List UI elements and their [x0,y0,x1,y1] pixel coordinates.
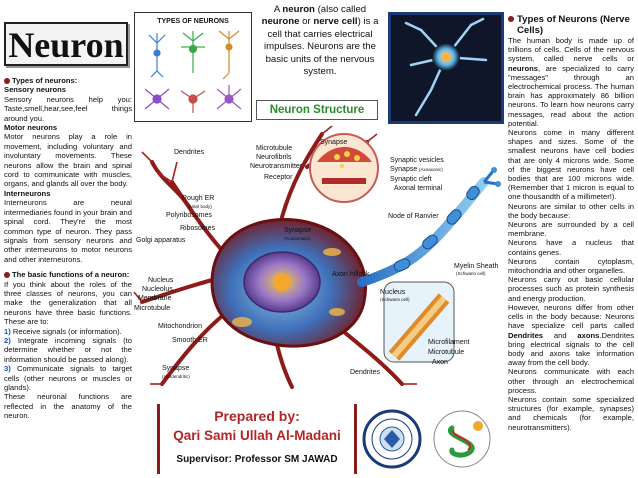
functions-text: If you think about the roles of the three classes of neurons, you can make the generalization that all neurons have three basic functions. These are to: [4,279,132,327]
right-paragraph: Neurons are similar to other cells in the body because: [508,201,634,220]
label-dendrites-top: Dendrites [174,149,204,156]
label-smooth-er: Smooth ER [172,337,208,344]
right-paragraph: Neurons communicate with each other through an electrochemical process. [508,367,634,395]
label-microtubule-right: Microtubule [428,349,465,356]
inter-text: Interneurons are neural intermediaries found in your brain and spinal cord. They're the most common type of neuron. They pass signals from sensory neurons and other interneurons to motor neurons and other interneurons. [4,198,132,264]
label-membrane: Membrane [138,295,172,302]
right-paragraph: Neurons come in many different shapes and sizes. Some of the smallest neurons have cell bodies that are only 4 microns wide. Some of the biggest neurons have cell bodies that are 100 microns wide. (Remember that 1 micron is equal to one thousandth of a millimeter!). [508,128,634,202]
sensory-text: Sensory neurons help you: Taste,smell,hear,see,feel things around you. [4,94,132,123]
label-node-ranvier: Node of Ranvier [388,213,439,220]
label-rough-er: Rough ER [182,195,215,202]
footer [157,404,357,474]
label-golgi: Golgi apparatus [136,237,186,244]
left-column [4,76,132,421]
motor-heading: Motor neurons [4,123,58,133]
label-nucleolus: Nucleolus [142,286,173,293]
department-logo-icon [434,411,490,467]
label-nissl: (Nissl body) [188,204,212,209]
functions-heading [4,270,132,279]
title-box [4,22,128,66]
types-of-neurons-figure [134,12,252,122]
label-nucleus-left: Nucleus [148,277,174,284]
label-synaptic-vesicles: Synaptic vesicles [390,157,444,164]
neuron-photo-illustration [391,15,501,121]
function-item: 2) Integrate incoming signals (to determine whether or not the information should be passed along). [4,335,132,364]
label-microfilament: Microfilament [428,339,470,346]
neuron-structure-label: Neuron Structure [256,100,378,120]
motor-text: Motor neurons play a role in movement, including voluntary and involuntary movements. These neurons allow the brain and spinal cord to communicate with muscles, organs, and glands all over the body. [4,132,132,189]
label-axon: Axon [432,359,448,366]
label-axosomatic-sub: (Axosomatic) [284,236,311,241]
right-paragraph: Neurons contain cytoplasm, mitochondria and other organelles. [508,256,634,276]
right-paragraph: Neurons have a nucleus that contains genes. [508,238,634,257]
neuron-definition: A neuron (also called neurone or nerve cell) is a cell that carries electrical impulses. Neurons are the basic units of the nervous system. [261,4,379,78]
label-myelin: Myelin Sheath [454,263,499,270]
prepared-by: Prepared by: [214,408,300,424]
bullet-icon [508,16,514,22]
sensory-heading: Sensory neurons [4,85,67,95]
right-paragraph: Neurons are surrounded by a cell membrane. [508,220,634,239]
bullet-icon [4,78,10,84]
bullet-icon [4,272,10,278]
label-microtubule-left: Microtubule [134,305,171,312]
neuron-types-illustration [135,13,251,121]
label-neurofibrils: Neurofibrils [256,154,292,161]
label-synaptic-cleft: Synaptic cleft [390,176,432,183]
right-paragraph: Neurons contain some specialized structures (for example, synapses) and chemicals (for example, neurotransmitters). [508,394,634,432]
right-paragraph: The human body is made up of trillions of cells. Cells of the nervous system, called nerve cells or neurons, are specialized to carry "messages" through an electrochemical process. The human brain has approximately 86 billion neurons. To learn how neurons carry messages, read about the action potential. [508,36,634,128]
types-figure-title: TYPES OF NEURONS [157,18,229,25]
label-synapse-top: Synapse [320,139,348,146]
logos [362,406,502,472]
neuron-diagram-svg [132,122,506,392]
label-axon-hillock: Axon hillock [332,271,370,278]
label-axoaxonic-sub: (Axoaxonic) [419,167,443,172]
label-nucleus-right: Nucleus [380,289,406,296]
label-polyribosomes: Polyribosomes [166,212,212,219]
label-neurotransmitter: Neurotransmitter [250,163,303,170]
label-axonal-terminal: Axonal terminal [394,185,443,192]
functions-tail: These neuronal functions are reflected in the anatomy of the neuron. [4,392,132,421]
page-title: Neuron [8,25,124,65]
neuron-structure-diagram [132,122,506,392]
university-seal-icon [364,411,420,467]
types-heading-text: Types of neurons: [12,76,78,85]
functions-heading-text: The basic functions of a neuron: [12,270,130,280]
right-column [508,14,634,432]
right-heading: Types of Neurons (Nerve Cells) [508,14,634,36]
logos-svg [362,406,502,472]
inter-heading: Interneurons [4,188,51,198]
label-synapse-axoaxonic: Synapse [390,166,418,173]
right-paragraph: Neurons carry out basic cellular processes such as protein synthesis and energy production. [508,275,634,303]
function-item: 3) Communicate signals to target cells (other neurons or muscles or glands). [4,364,132,392]
types-heading [4,76,132,85]
label-dendrites-bottom: Dendrites [350,369,380,376]
author-name: Qari Sami Ullah Al-Madani [173,428,341,443]
label-ribosomes: Ribosomes [180,225,216,232]
function-item: 1) Receive signals (or information). [4,326,122,336]
label-schwann-right: (Schwann cell) [380,297,410,302]
supervisor: Supervisor: Professor SM JAWAD [176,454,338,465]
label-schwann-sub: (Schwann cell) [456,271,486,276]
neuron-photo [388,12,504,124]
label-microtubule: Microtubule [256,145,293,152]
label-receptor: Receptor [264,174,293,181]
label-axodendritic-sub: (Axodendritic) [162,374,190,379]
label-synapse-axosomatic: Synapse [284,227,312,234]
right-paragraph: However, neurons differ from other cells in the body because: Neurons have specialize cell parts called Dendrites and axons.Dendrites bring electrical signals to the cell body and axons take information away from the cell body. [508,302,634,368]
label-synapse-axodendritic: Synapse [162,365,190,372]
label-mitochondrion: Mitochondrion [158,323,202,330]
